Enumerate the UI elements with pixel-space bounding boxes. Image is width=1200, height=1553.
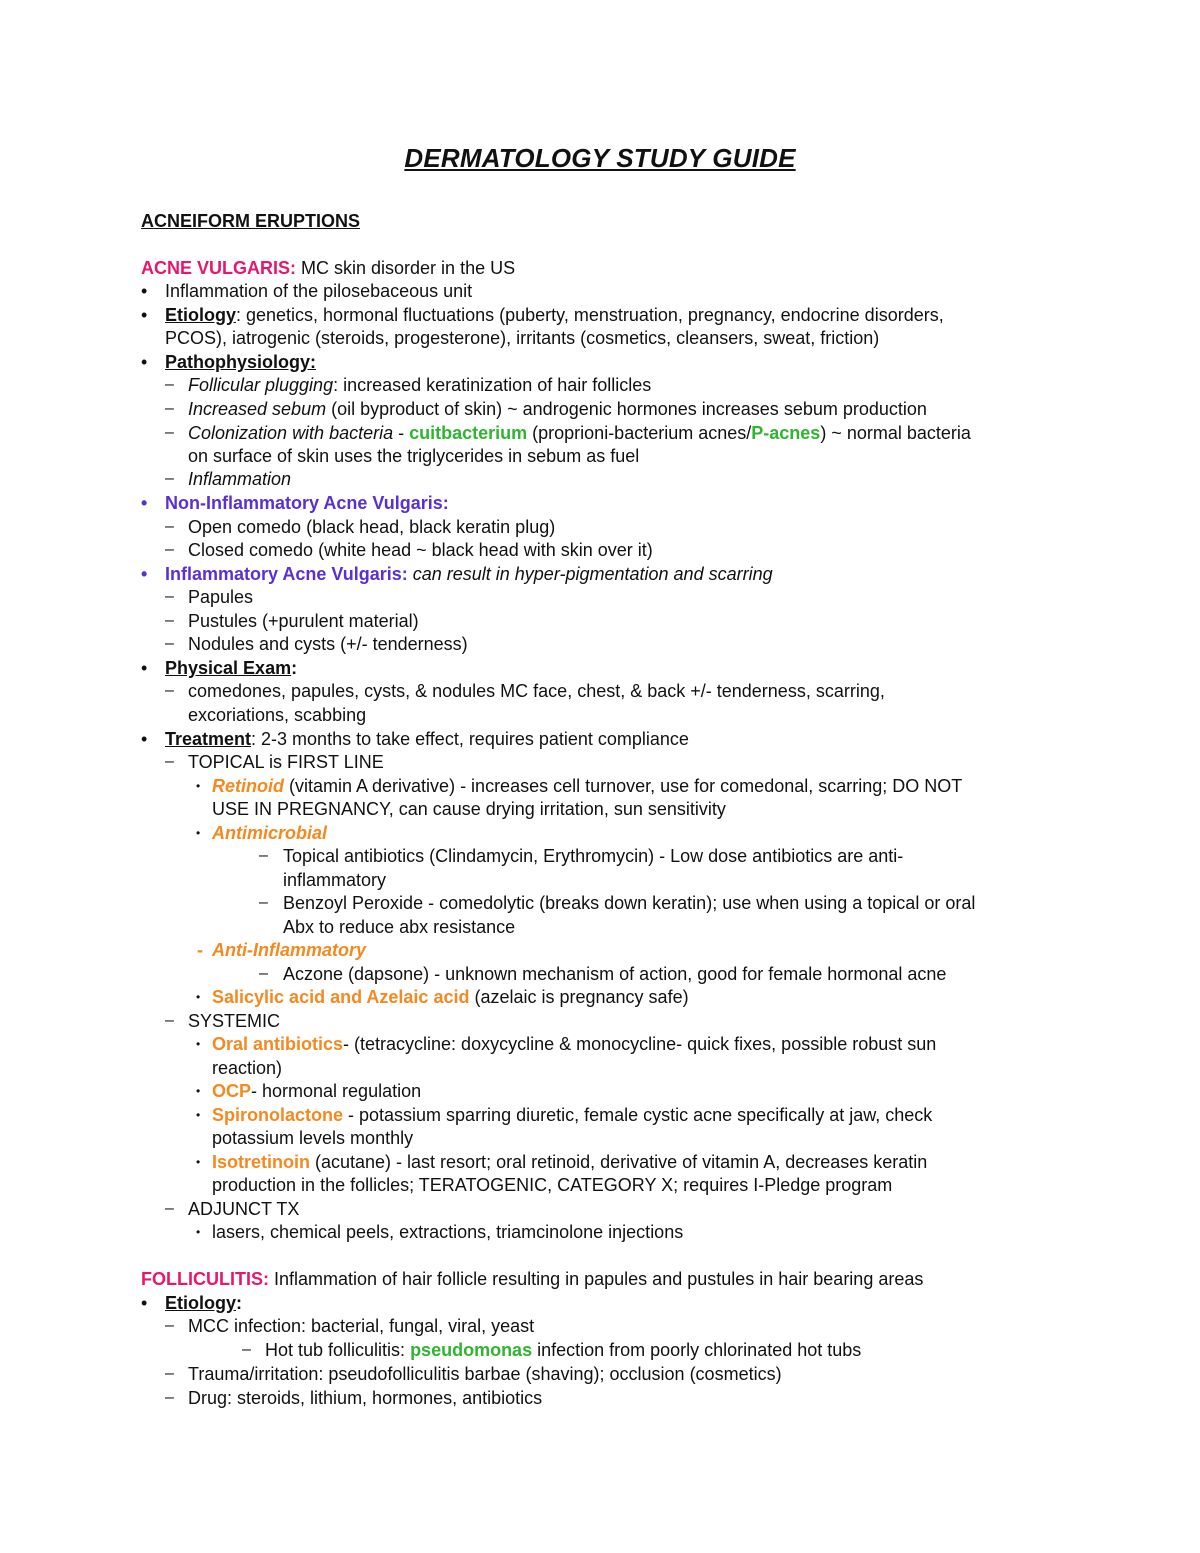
folliculitis-label: FOLLICULITIS: bbox=[141, 1269, 269, 1289]
dash-marker: – bbox=[165, 541, 174, 558]
adjunct-heading: ADJUNCT TX bbox=[188, 1199, 300, 1219]
dash-marker: – bbox=[242, 1341, 251, 1358]
bullet-marker: • bbox=[141, 564, 148, 584]
list-item bbox=[188, 422, 971, 444]
list-item bbox=[212, 1104, 932, 1126]
list-item bbox=[212, 775, 962, 797]
term: Follicular plugging bbox=[188, 375, 334, 395]
list-item: Pustules (+purulent material) bbox=[188, 611, 419, 631]
list-item-continued: excoriations, scabbing bbox=[188, 705, 367, 725]
folliculitis-heading bbox=[141, 1268, 923, 1290]
list-item bbox=[188, 374, 651, 396]
list-item: Inflammation bbox=[188, 469, 292, 489]
salicylic-desc: (azelaic is pregnancy safe) bbox=[469, 987, 689, 1007]
list-item bbox=[212, 986, 689, 1008]
salicylic-label: Salicylic acid and Azelaic acid bbox=[212, 987, 470, 1007]
dash-marker: – bbox=[165, 470, 174, 487]
definition: : increased keratinization of hair follicles bbox=[333, 375, 652, 395]
list-item-continued: Abx to reduce abx resistance bbox=[283, 917, 516, 937]
etiology-label: Etiology bbox=[165, 305, 236, 325]
bullet-marker: • bbox=[141, 305, 148, 325]
treatment-label: Treatment bbox=[165, 729, 252, 749]
bullet-marker: • bbox=[141, 281, 148, 301]
bullet-marker: • bbox=[141, 1293, 148, 1313]
acne-vulgaris-heading bbox=[141, 257, 515, 279]
small-bullet-marker: • bbox=[196, 826, 201, 840]
folliculitis-desc: Inflammation of hair follicle resulting in papules and pustules in hair bearing areas bbox=[268, 1269, 924, 1289]
list-item: Aczone (dapsone) - unknown mechanism of action, good for female hormonal acne bbox=[283, 964, 947, 984]
term: Increased sebum bbox=[188, 399, 327, 419]
isotretinoin-desc: (acutane) - last resort; oral retinoid, derivative of vitamin A, decreases keratin bbox=[310, 1152, 928, 1172]
dash-marker: – bbox=[165, 753, 174, 770]
dash-marker: – bbox=[259, 847, 268, 864]
bacterium-abbrev: P-acnes bbox=[751, 423, 821, 443]
colon: : bbox=[236, 1293, 242, 1313]
colon: : bbox=[291, 658, 298, 678]
oral-antibiotics-desc: - (tetracycline: doxycycline & monocycline- quick fixes, possible robust sun bbox=[343, 1034, 937, 1054]
dash-marker: – bbox=[165, 1365, 174, 1382]
pseudomonas-name: pseudomonas bbox=[410, 1340, 533, 1360]
list-item-continued: USE IN PREGNANCY, can cause drying irritation, sun sensitivity bbox=[212, 799, 726, 819]
dash-marker: – bbox=[165, 1317, 174, 1334]
etiology-text: : genetics, hormonal fluctuations (puberty, menstruation, pregnancy, endocrine disorders, bbox=[236, 305, 944, 325]
antimicrobial-label: Antimicrobial bbox=[212, 823, 328, 843]
list-item-continued: production in the follicles; TERATOGENIC, CATEGORY X; requires I-Pledge program bbox=[212, 1175, 893, 1195]
list-item bbox=[212, 1033, 936, 1055]
etiology-item bbox=[165, 304, 944, 326]
dash-marker: – bbox=[165, 400, 174, 417]
list-item-continued: reaction) bbox=[212, 1058, 283, 1078]
list-item: Open comedo (black head, black keratin plug) bbox=[188, 517, 556, 537]
dash-marker: – bbox=[165, 1389, 174, 1406]
list-item: Trauma/irritation: pseudofolliculitis barbae (shaving); occlusion (cosmetics) bbox=[188, 1364, 782, 1384]
definition: (oil byproduct of skin) ~ androgenic hormones increases sebum production bbox=[326, 399, 927, 419]
list-item: Drug: steroids, lithium, hormones, antibiotics bbox=[188, 1388, 543, 1408]
small-bullet-marker: • bbox=[196, 1155, 201, 1169]
list-item-continued: potassium levels monthly bbox=[212, 1128, 414, 1148]
dash-marker: – bbox=[165, 635, 174, 652]
retinoid-desc: (vitamin A derivative) - increases cell turnover, use for comedonal, scarring; DO NOT bbox=[284, 776, 963, 796]
list-item: lasers, chemical peels, extractions, triamcinolone injections bbox=[212, 1222, 684, 1242]
small-bullet-marker: • bbox=[196, 1037, 201, 1051]
dash-marker: – bbox=[259, 894, 268, 911]
physical-exam-label: Physical Exam bbox=[165, 658, 292, 678]
retinoid-label: Retinoid bbox=[212, 776, 284, 796]
etiology-continued: PCOS), iatrogenic (steroids, progesterone), irritants (cosmetics, cleansers, sweat, friction) bbox=[165, 328, 880, 348]
small-bullet-marker: • bbox=[196, 990, 201, 1004]
spironolactone-label: Spironolactone bbox=[212, 1105, 344, 1125]
dash-marker: – bbox=[165, 588, 174, 605]
small-bullet-marker: • bbox=[196, 779, 201, 793]
term: Colonization with bacteria bbox=[188, 423, 394, 443]
dash-marker: - bbox=[197, 940, 203, 960]
acne-vulgaris-desc: MC skin disorder in the US bbox=[296, 258, 516, 278]
list-item-continued: inflammatory bbox=[283, 870, 387, 890]
list-item bbox=[212, 1080, 421, 1102]
separator: - bbox=[393, 423, 410, 443]
bullet-marker: • bbox=[141, 352, 148, 372]
treatment-item bbox=[165, 728, 689, 750]
spironolactone-desc: - potassium sparring diuretic, female cystic acne specifically at jaw, check bbox=[343, 1105, 933, 1125]
non-inflammatory-label: Non-Inflammatory Acne Vulgaris: bbox=[165, 493, 449, 513]
ocp-desc: - hormonal regulation bbox=[251, 1081, 422, 1101]
list-item: Closed comedo (white head ~ black head with skin over it) bbox=[188, 540, 653, 560]
systemic-heading: SYSTEMIC bbox=[188, 1011, 281, 1031]
list-item-continued: on surface of skin uses the triglycerides in sebum as fuel bbox=[188, 446, 640, 466]
inflammatory-label: Inflammatory Acne Vulgaris: bbox=[165, 564, 408, 584]
bullet-marker: • bbox=[141, 729, 148, 749]
definition: ) ~ normal bacteria bbox=[820, 423, 971, 443]
small-bullet-marker: • bbox=[196, 1108, 201, 1122]
pathophysiology-label: Pathophysiology: bbox=[165, 352, 317, 372]
anti-inflammatory-label: Anti-Inflammatory bbox=[212, 940, 367, 960]
dash-marker: – bbox=[165, 518, 174, 535]
list-item: comedones, papules, cysts, & nodules MC face, chest, & back +/- tenderness, scarring, bbox=[188, 681, 885, 701]
small-bullet-marker: • bbox=[196, 1225, 201, 1239]
list-item: Papules bbox=[188, 587, 254, 607]
section-heading: ACNEIFORM ERUPTIONS bbox=[141, 211, 361, 231]
small-bullet-marker: • bbox=[196, 1084, 201, 1098]
dash-marker: – bbox=[165, 1012, 174, 1029]
list-item: Inflammation of the pilosebaceous unit bbox=[165, 281, 473, 301]
list-item: Nodules and cysts (+/- tenderness) bbox=[188, 634, 468, 654]
inflammatory-desc: can result in hyper-pigmentation and scarring bbox=[407, 564, 773, 584]
definition: (proprioni-bacterium acnes/ bbox=[527, 423, 752, 443]
acne-vulgaris-label: ACNE VULGARIS: bbox=[141, 258, 297, 278]
isotretinoin-label: Isotretinoin bbox=[212, 1152, 310, 1172]
oral-antibiotics-label: Oral antibiotics bbox=[212, 1034, 344, 1054]
bacterium-name: cuitbacterium bbox=[409, 423, 528, 443]
list-item bbox=[188, 398, 927, 420]
list-item: Benzoyl Peroxide - comedolytic (breaks down keratin); use when using a topical or oral bbox=[283, 893, 976, 913]
dash-marker: – bbox=[165, 612, 174, 629]
dash-marker: – bbox=[165, 424, 174, 441]
list-item bbox=[212, 1151, 927, 1173]
hot-tub-label: Hot tub folliculitis: bbox=[265, 1340, 411, 1360]
bullet-marker: • bbox=[141, 493, 148, 513]
dash-marker: – bbox=[165, 682, 174, 699]
dash-marker: – bbox=[165, 376, 174, 393]
hot-tub-desc: infection from poorly chlorinated hot tubs bbox=[532, 1340, 862, 1360]
dash-marker: – bbox=[165, 1200, 174, 1217]
document-title: DERMATOLOGY STUDY GUIDE bbox=[404, 143, 796, 173]
inflammatory-item bbox=[165, 563, 773, 585]
etiology-label: Etiology bbox=[165, 1293, 236, 1313]
etiology-item bbox=[165, 1292, 242, 1314]
treatment-desc: : 2-3 months to take effect, requires patient compliance bbox=[251, 729, 689, 749]
topical-heading: TOPICAL is FIRST LINE bbox=[188, 752, 384, 772]
dash-marker: – bbox=[259, 965, 268, 982]
bullet-marker: • bbox=[141, 658, 148, 678]
list-item: Topical antibiotics (Clindamycin, Erythromycin) - Low dose antibiotics are anti- bbox=[283, 846, 904, 866]
list-item: MCC infection: bacterial, fungal, viral, yeast bbox=[188, 1316, 535, 1336]
ocp-label: OCP bbox=[212, 1081, 252, 1101]
physical-exam-item bbox=[165, 657, 297, 679]
list-item bbox=[265, 1339, 861, 1361]
